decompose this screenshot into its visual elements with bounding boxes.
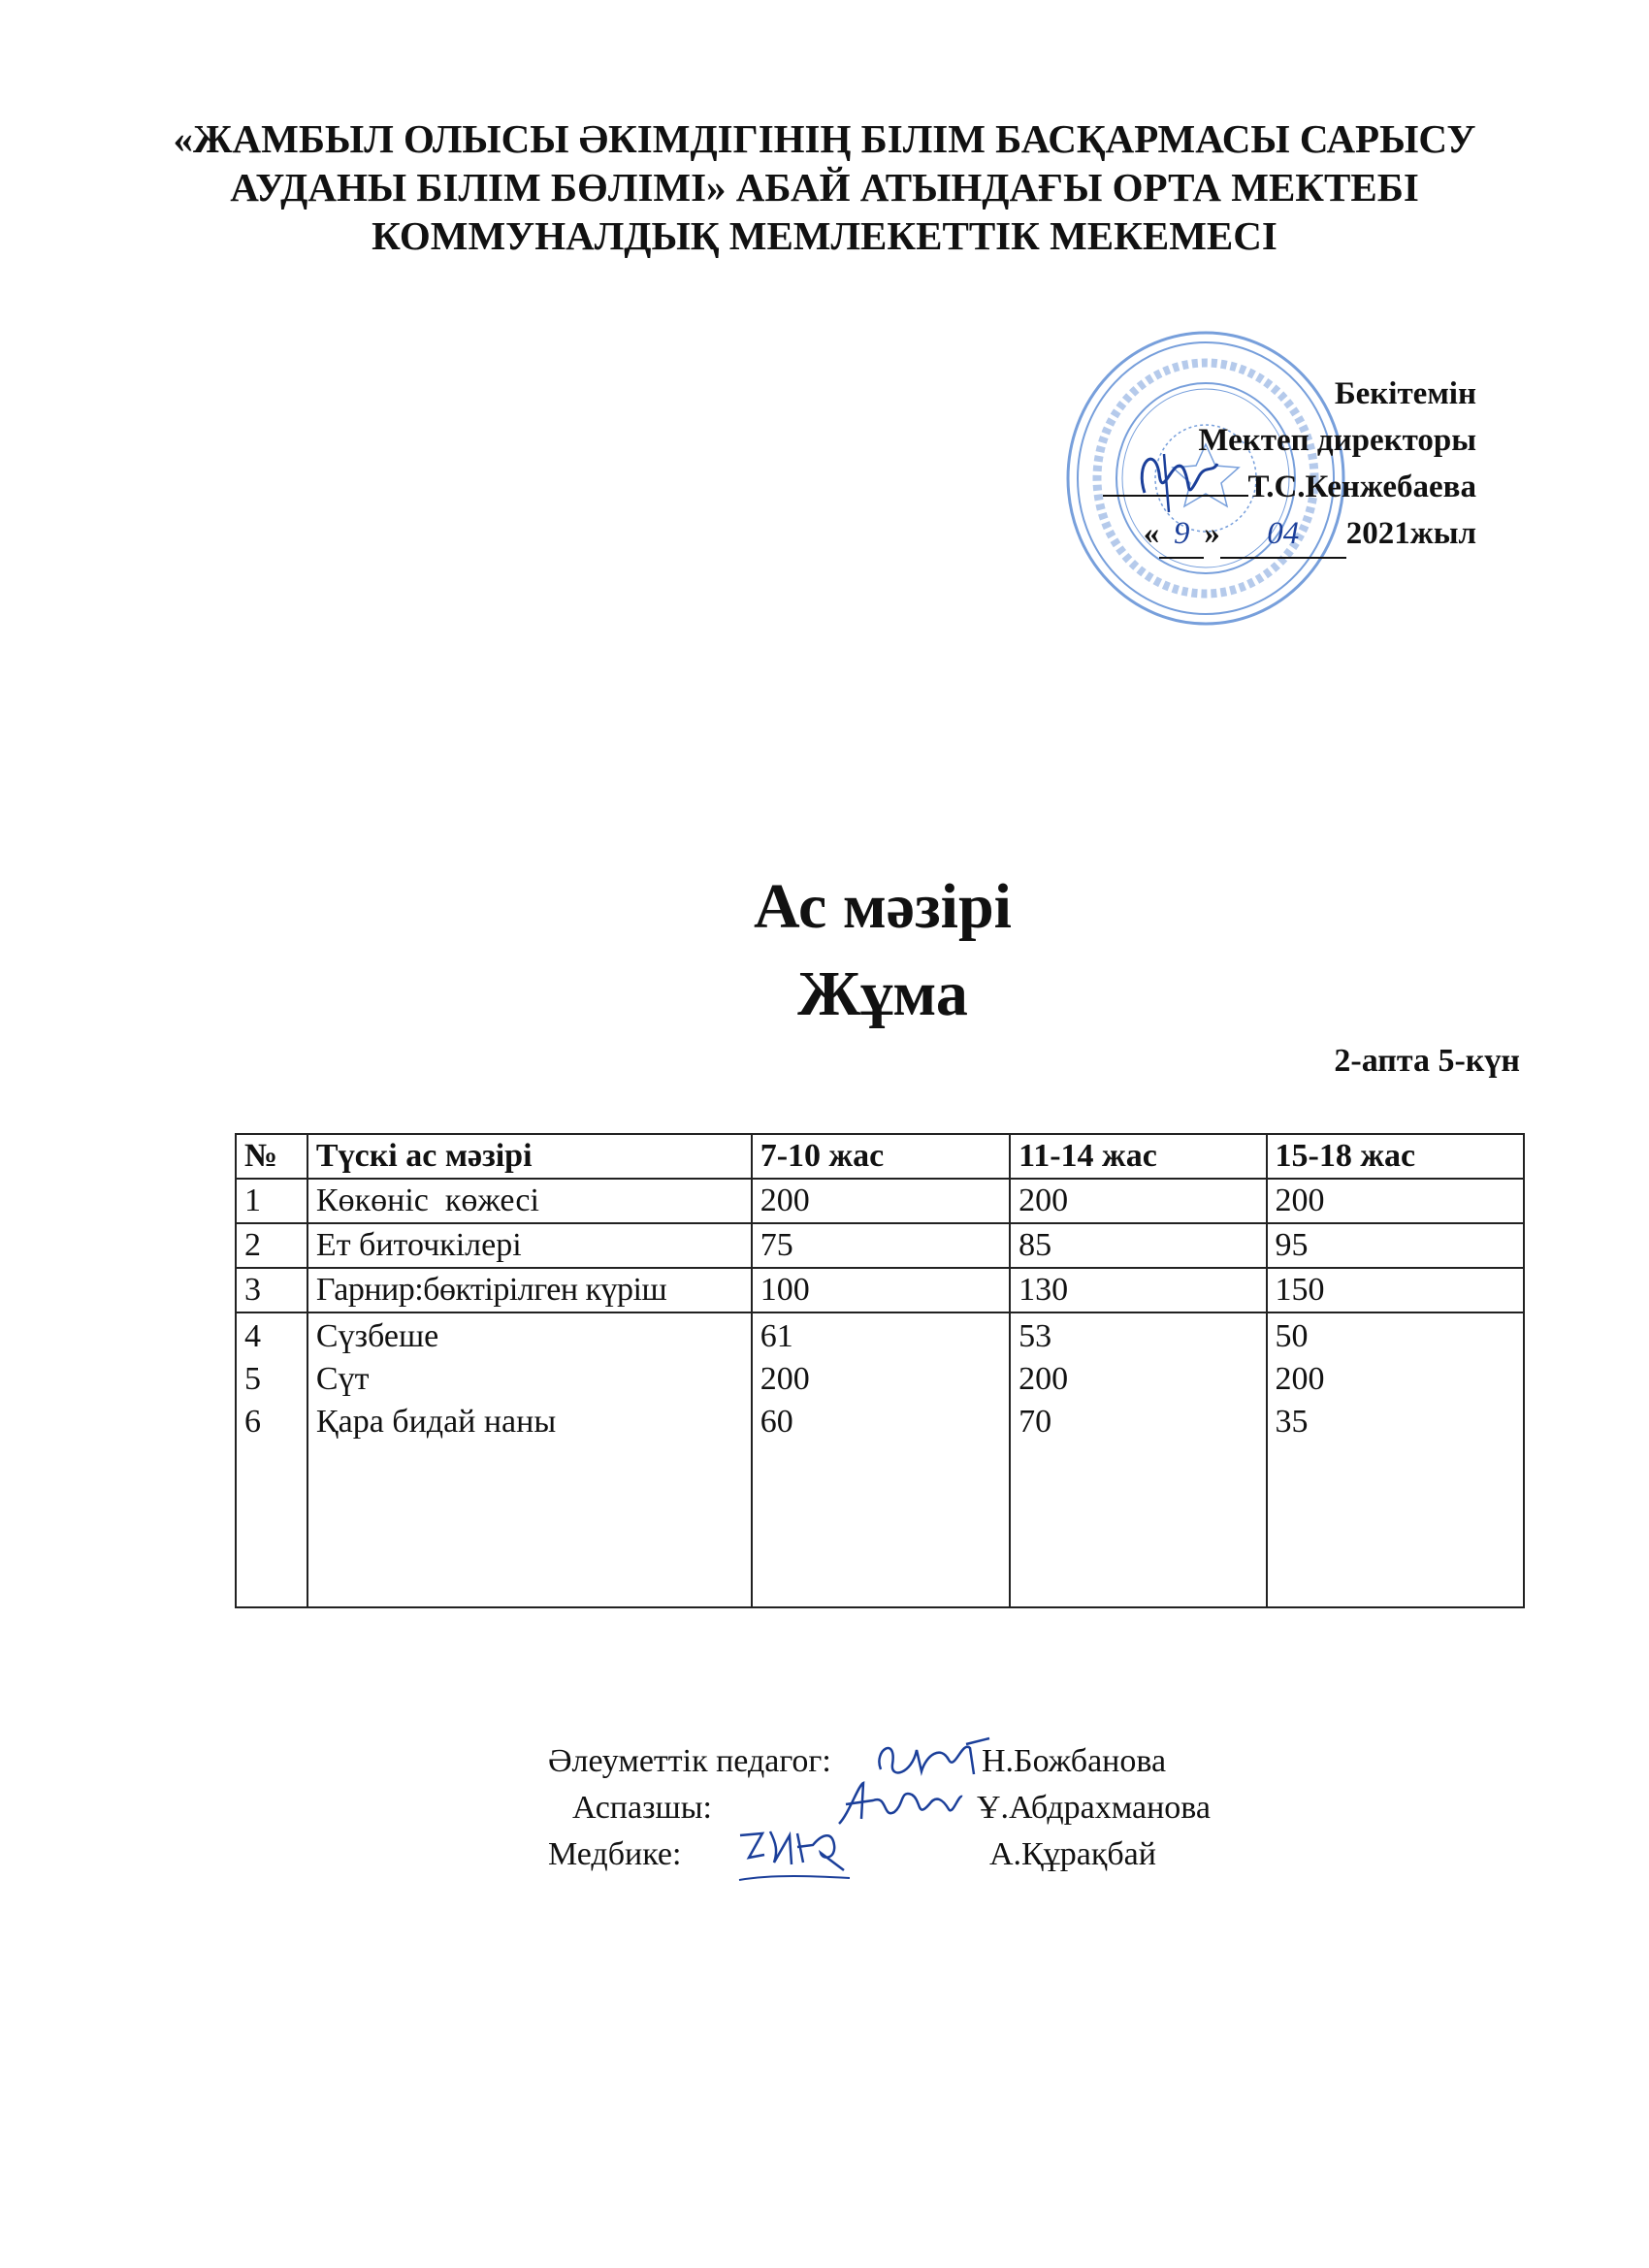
portions-7-10 [752, 1312, 1010, 1607]
row-number: 4 [244, 1318, 261, 1354]
header-dish: Түскі ас мәзірі [307, 1134, 752, 1179]
week-day-label: 2-апта 5-күн [1334, 1043, 1520, 1079]
director-signature-icon [1125, 435, 1232, 522]
portion-11-14: 130 [1010, 1268, 1266, 1312]
date-day: 9 [1159, 510, 1204, 559]
row-number: 5 [244, 1361, 261, 1397]
portion-11-14: 200 [1010, 1179, 1266, 1223]
header-number: № [236, 1134, 307, 1179]
table-row [236, 1268, 1524, 1312]
portions-11-14 [1010, 1312, 1266, 1607]
nurse-signature-icon [735, 1824, 854, 1892]
portion-11-14: 70 [1018, 1404, 1052, 1440]
table-header-row [236, 1134, 1524, 1179]
portion-15-18: 150 [1267, 1268, 1524, 1312]
date-open-quote: « [1143, 516, 1160, 551]
dish-name: Қара бидай наны [315, 1404, 557, 1440]
row-number: 3 [236, 1268, 307, 1312]
date-year: 2021жыл [1345, 516, 1476, 551]
portion-7-10: 200 [752, 1179, 1010, 1223]
approval-label: Бекітемін [1334, 376, 1476, 411]
organization-header [146, 114, 1504, 260]
dish-name: Сүзбеше [315, 1318, 439, 1354]
director-name: Т.С.Кенжебаева [1247, 470, 1476, 504]
header-age-7-10: 7-10 жас [752, 1134, 1010, 1179]
portion-11-14: 85 [1010, 1223, 1266, 1268]
signatory-row [548, 1831, 1324, 1878]
portion-7-10: 75 [752, 1223, 1010, 1268]
header-line: «ЖАМБЫЛ ОЛЫСЫ ӘКІМДІГІНІҢ БІЛІМ БАСҚАРМАСЫ САРЫСУ [173, 116, 1476, 161]
signatory-name: А.Құрақбай [989, 1836, 1156, 1872]
header-line: АУДАНЫ БІЛІМ БӨЛІМІ» АБАЙ АТЫНДАҒЫ ОРТА МЕКТЕБІ [230, 165, 1419, 210]
row-number: 2 [236, 1223, 307, 1268]
menu-table [235, 1133, 1525, 1608]
date-close-quote: » [1204, 516, 1220, 551]
table-row-stacked [236, 1312, 1524, 1607]
portion-15-18: 35 [1275, 1404, 1309, 1440]
row-numbers [236, 1312, 307, 1607]
signatory-role: Аспазшы: [572, 1790, 712, 1826]
dish-name: Ет биточкілері [307, 1223, 752, 1268]
day-title: Жұма [797, 958, 968, 1029]
dish-name: Гарнир:бөктірілген күріш [307, 1268, 752, 1312]
table-row [236, 1223, 1524, 1268]
director-position: Мектеп директоры [1198, 423, 1476, 458]
portion-11-14: 53 [1018, 1318, 1052, 1354]
signatory-name: Н.Божбанова [982, 1743, 1167, 1779]
row-number: 6 [244, 1404, 261, 1440]
header-age-15-18: 15-18 жас [1267, 1134, 1524, 1179]
dish-name: Сүт [315, 1361, 370, 1397]
portion-7-10: 100 [752, 1268, 1010, 1312]
approval-date [991, 510, 1476, 559]
approval-block [991, 371, 1476, 559]
dish-names [307, 1312, 752, 1607]
signatory-name: Ұ.Абдрахманова [977, 1790, 1211, 1826]
cook-signature-icon [834, 1775, 965, 1833]
director-signature-line [991, 464, 1476, 510]
portion-11-14: 200 [1018, 1361, 1069, 1397]
portion-7-10: 200 [760, 1361, 810, 1397]
signatory-role: Медбике: [548, 1836, 682, 1872]
portion-15-18: 50 [1275, 1318, 1309, 1354]
row-number: 1 [236, 1179, 307, 1223]
header-line: КОММУНАЛДЫҚ МЕМЛЕКЕТТІК МЕКЕМЕСІ [372, 213, 1277, 258]
portion-15-18: 95 [1267, 1223, 1524, 1268]
portion-15-18: 200 [1267, 1179, 1524, 1223]
portion-15-18: 200 [1275, 1361, 1325, 1397]
header-age-11-14: 11-14 жас [1010, 1134, 1266, 1179]
page-title: Ас мәзірі [754, 871, 1012, 942]
portion-7-10: 61 [760, 1318, 793, 1354]
date-month: 04 [1220, 510, 1346, 559]
portion-7-10: 60 [760, 1404, 793, 1440]
signatory-role: Әлеуметтік педагог: [548, 1743, 831, 1779]
portions-15-18 [1267, 1312, 1524, 1607]
table-row [236, 1179, 1524, 1223]
dish-name: Көкөніс көжесі [307, 1179, 752, 1223]
